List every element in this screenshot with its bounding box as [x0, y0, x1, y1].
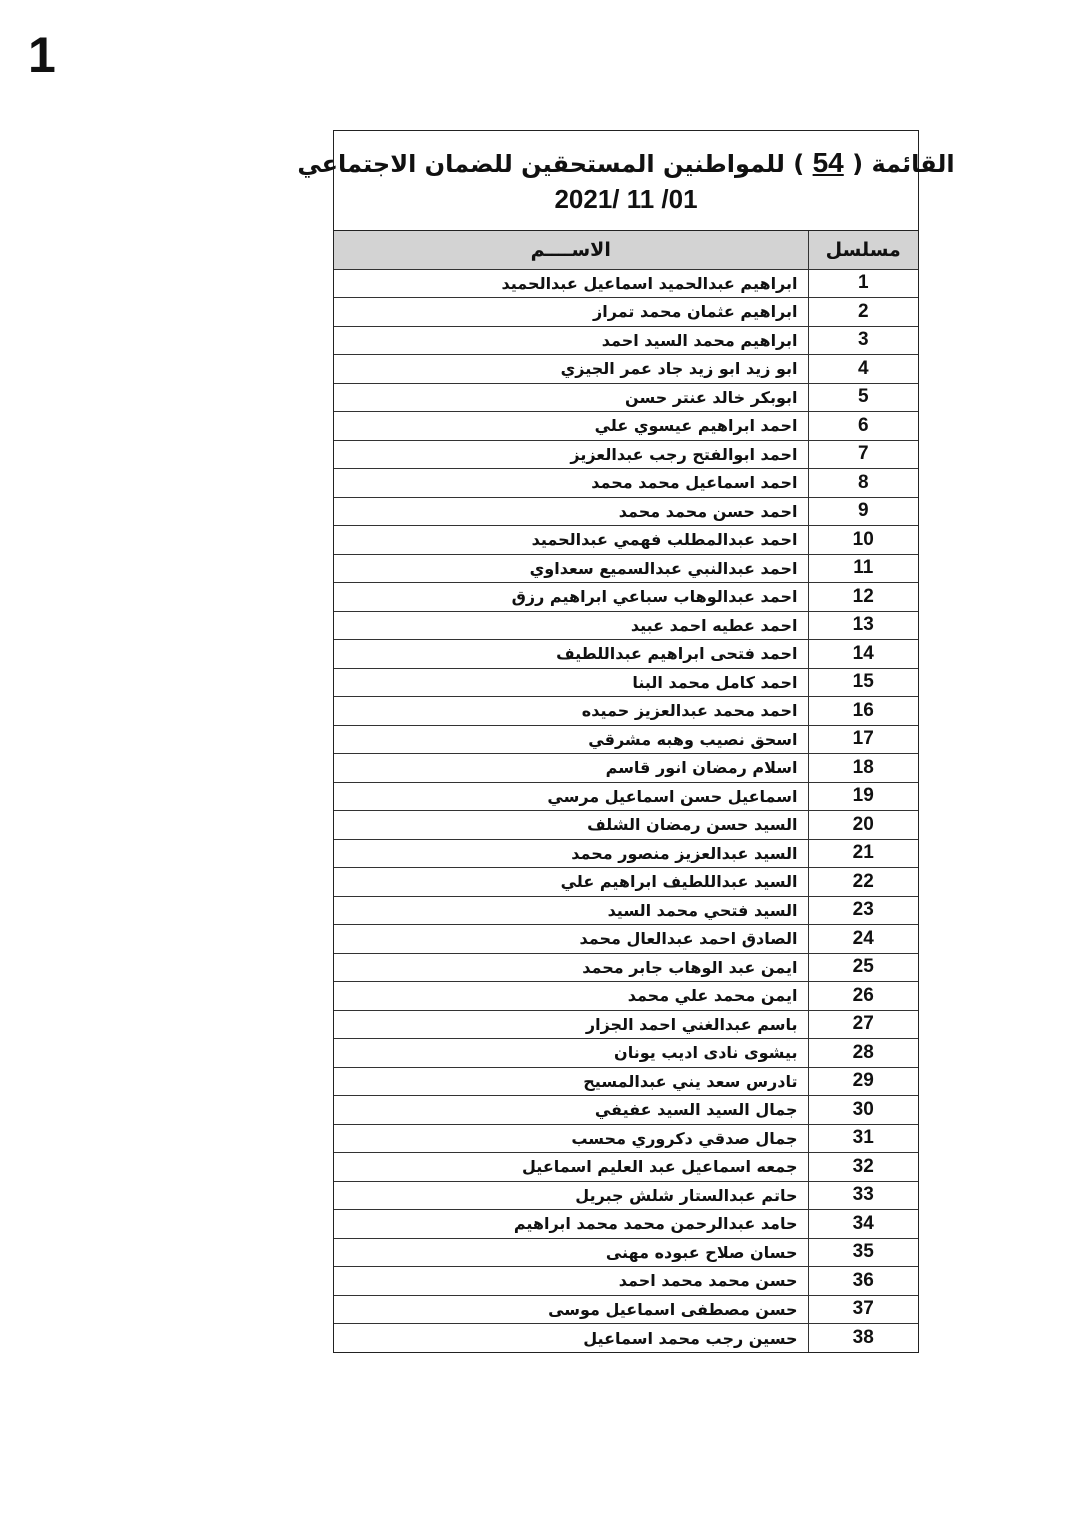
table-row	[334, 383, 918, 412]
header-serial: مسلسل	[808, 231, 918, 269]
name-cell: احمد كامل محمد البنا	[334, 668, 808, 697]
serial-cell: 24	[808, 925, 918, 954]
serial-cell: 32	[808, 1153, 918, 1182]
serial-cell: 21	[808, 839, 918, 868]
name-cell: احمد عبدالمطلب فهمي عبدالحميد	[334, 526, 808, 555]
serial-cell: 34	[808, 1210, 918, 1239]
serial-cell: 33	[808, 1181, 918, 1210]
serial-cell: 15	[808, 668, 918, 697]
name-cell: تادرس سعد يني عبدالمسيح	[334, 1067, 808, 1096]
table-row	[334, 440, 918, 469]
name-cell: اسماعيل حسن اسماعيل مرسي	[334, 782, 808, 811]
table-row	[334, 982, 918, 1011]
name-cell: احمد اسماعيل محمد محمد	[334, 469, 808, 498]
serial-cell: 20	[808, 811, 918, 840]
serial-cell: 28	[808, 1039, 918, 1068]
name-cell: حاتم عبدالستار شلش جبريل	[334, 1181, 808, 1210]
name-cell: حسن محمد محمد احمد	[334, 1267, 808, 1296]
table-row	[334, 326, 918, 355]
serial-cell: 27	[808, 1010, 918, 1039]
table-row	[334, 811, 918, 840]
table-row	[334, 640, 918, 669]
name-cell: جمعه اسماعيل عبد العليم اسماعيل	[334, 1153, 808, 1182]
name-cell: احمد محمد عبدالعزيز حميده	[334, 697, 808, 726]
table-row	[334, 554, 918, 583]
name-cell: ابوبكر خالد عنتر حسن	[334, 383, 808, 412]
serial-cell: 12	[808, 583, 918, 612]
name-cell: احمد عبدالنبي عبدالسميع سعداوي	[334, 554, 808, 583]
page-number: 1	[28, 27, 56, 83]
serial-cell: 38	[808, 1324, 918, 1353]
serial-cell: 16	[808, 697, 918, 726]
serial-cell: 10	[808, 526, 918, 555]
serial-cell: 31	[808, 1124, 918, 1153]
serial-cell: 19	[808, 782, 918, 811]
table-row	[334, 1181, 918, 1210]
name-cell: احمد عبدالوهاب سباعي ابراهيم رزق	[334, 583, 808, 612]
list-title	[297, 145, 954, 182]
name-cell: احمد حسن محمد محمد	[334, 497, 808, 526]
serial-cell: 26	[808, 982, 918, 1011]
title-suffix: ) للمواطنين المستحقين للضمان الاجتماعي	[297, 150, 805, 178]
table-row	[334, 839, 918, 868]
name-cell: اسلام رمضان انور قاسم	[334, 754, 808, 783]
name-cell: ابو زيد ابو زيد جاد عمر الجيزي	[334, 355, 808, 384]
table-row	[334, 583, 918, 612]
table-row	[334, 469, 918, 498]
serial-cell: 11	[808, 554, 918, 583]
name-cell: جمال صدقي دكروري محسب	[334, 1124, 808, 1153]
name-cell: بيشوى نادى اديب يونان	[334, 1039, 808, 1068]
name-cell: احمد ابوالفتح رجب عبدالعزيز	[334, 440, 808, 469]
table-row	[334, 611, 918, 640]
serial-cell: 18	[808, 754, 918, 783]
table-row	[334, 1324, 918, 1353]
name-cell: ابراهيم عثمان محمد تمراز	[334, 298, 808, 327]
table-row	[334, 1096, 918, 1125]
beneficiaries-table	[334, 231, 918, 1352]
serial-cell: 22	[808, 868, 918, 897]
table-row	[334, 1267, 918, 1296]
table-row	[334, 896, 918, 925]
list-date: 2021/ 11 /01	[554, 184, 698, 214]
table-row	[334, 868, 918, 897]
serial-cell: 6	[808, 412, 918, 441]
serial-cell: 35	[808, 1238, 918, 1267]
table-row	[334, 1124, 918, 1153]
table-row	[334, 782, 918, 811]
serial-cell: 25	[808, 953, 918, 982]
serial-cell: 30	[808, 1096, 918, 1125]
name-cell: احمد عطيه احمد عبيد	[334, 611, 808, 640]
table-row	[334, 355, 918, 384]
serial-cell: 14	[808, 640, 918, 669]
table-row	[334, 526, 918, 555]
table-row	[334, 697, 918, 726]
table-row	[334, 412, 918, 441]
name-cell: اسحق نصيب وهبه مشرقي	[334, 725, 808, 754]
table-row	[334, 1067, 918, 1096]
name-cell: حسين رجب محمد اسماعيل	[334, 1324, 808, 1353]
table-row	[334, 1039, 918, 1068]
name-cell: ابراهيم عبدالحميد اسماعيل عبدالحميد	[334, 269, 808, 298]
header-name: الاســــم	[334, 231, 808, 269]
serial-cell: 1	[808, 269, 918, 298]
serial-cell: 13	[808, 611, 918, 640]
serial-cell: 9	[808, 497, 918, 526]
name-cell: حامد عبدالرحمن محمد محمد ابراهيم	[334, 1210, 808, 1239]
table-row	[334, 953, 918, 982]
table-header-row	[334, 231, 918, 269]
table-row	[334, 1210, 918, 1239]
table-row	[334, 668, 918, 697]
name-cell: السيد فتحي محمد السيد	[334, 896, 808, 925]
serial-cell: 5	[808, 383, 918, 412]
title-box	[297, 131, 955, 231]
name-cell: حسن مصطفى اسماعيل موسى	[334, 1295, 808, 1324]
name-cell: حسان صلاح عبوده مهنى	[334, 1238, 808, 1267]
table-row	[334, 269, 918, 298]
table-body	[334, 269, 918, 1352]
serial-cell: 7	[808, 440, 918, 469]
table-row	[334, 298, 918, 327]
table-row	[334, 725, 918, 754]
title-prefix: القائمة (	[852, 150, 955, 178]
table-row	[334, 1238, 918, 1267]
list-number: 54	[812, 147, 844, 178]
serial-cell: 2	[808, 298, 918, 327]
serial-cell: 8	[808, 469, 918, 498]
table-row	[334, 497, 918, 526]
table-row	[334, 925, 918, 954]
serial-cell: 17	[808, 725, 918, 754]
name-cell: باسم عبدالغني احمد الجزار	[334, 1010, 808, 1039]
serial-cell: 23	[808, 896, 918, 925]
name-cell: السيد عبدالعزيز منصور محمد	[334, 839, 808, 868]
name-cell: السيد عبداللطيف ابراهيم علي	[334, 868, 808, 897]
serial-cell: 29	[808, 1067, 918, 1096]
table-row	[334, 1010, 918, 1039]
name-cell: جمال السيد السيد عفيفي	[334, 1096, 808, 1125]
serial-cell: 4	[808, 355, 918, 384]
serial-cell: 36	[808, 1267, 918, 1296]
beneficiaries-sheet	[297, 130, 955, 1353]
name-cell: ابراهيم محمد السيد احمد	[334, 326, 808, 355]
name-cell: احمد ابراهيم عيسوي علي	[334, 412, 808, 441]
table-row	[334, 1295, 918, 1324]
serial-cell: 3	[808, 326, 918, 355]
name-cell: ايمن عبد الوهاب جابر محمد	[334, 953, 808, 982]
table-row	[334, 1153, 918, 1182]
name-cell: السيد حسن رمضان الشلف	[334, 811, 808, 840]
name-cell: ايمن محمد علي محمد	[334, 982, 808, 1011]
serial-cell: 37	[808, 1295, 918, 1324]
table-row	[334, 754, 918, 783]
name-cell: احمد فتحى ابراهيم عبداللطيف	[334, 640, 808, 669]
name-cell: الصادق احمد عبدالعال محمد	[334, 925, 808, 954]
